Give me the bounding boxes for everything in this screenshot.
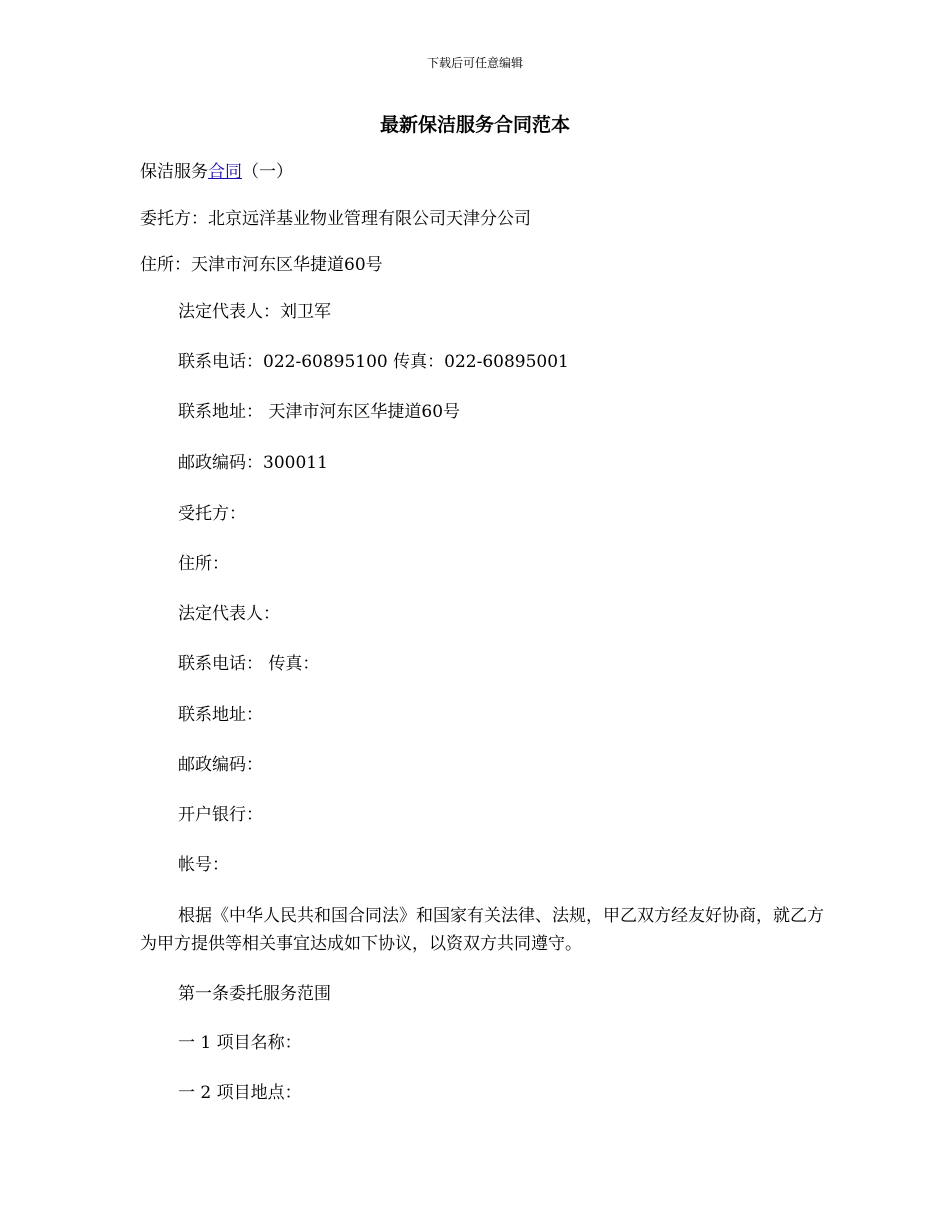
article-1-item-2: 一 2 项目地点： (178, 1083, 302, 1103)
preamble-paragraph: 根据《中华人民共和国合同法》和国家有关法律、法规，甲乙双方经友好协商，就乙方为甲方提供等相关事宜达成如下协议，以资双方共同遵守。 (140, 906, 824, 954)
section-heading-suffix: （一） (242, 162, 293, 182)
article-1-item-1: 一 1 项目名称： (178, 1033, 302, 1053)
contractor-postcode-line: 邮政编码： (178, 755, 263, 775)
contractor-account-line: 帐号： (178, 855, 229, 875)
document-title: 最新保洁服务合同范本 (379, 114, 570, 136)
section-heading-prefix: 保洁服务 (140, 162, 208, 182)
article-1-heading: 第一条委托服务范围 (178, 984, 331, 1004)
section-heading (140, 160, 293, 184)
contractor-legal-rep-line: 法定代表人： (178, 604, 280, 624)
contractor-bank-line: 开户银行： (178, 805, 263, 825)
contractor-name-line: 受托方： (178, 504, 246, 524)
client-phone-fax-line: 联系电话：022-60895100 传真：022-60895001 (178, 352, 569, 372)
header-note: 下载后可任意编辑 (426, 56, 523, 70)
client-postcode-line: 邮政编码：300011 (178, 453, 328, 473)
contract-link[interactable]: 合同 (208, 162, 242, 182)
contractor-address-line: 住所： (178, 554, 229, 574)
client-address-line: 住所：天津市河东区华捷道60号 (140, 255, 383, 275)
client-legal-rep-line: 法定代表人：刘卫军 (178, 302, 331, 322)
client-contact-address-line: 联系地址： 天津市河东区华捷道60号 (178, 402, 461, 422)
client-name-line: 委托方：北京远洋基业物业管理有限公司天津分公司 (140, 209, 531, 229)
contractor-contact-address-line: 联系地址： (178, 705, 263, 725)
contractor-phone-fax-line: 联系电话： 传真： (178, 654, 320, 674)
